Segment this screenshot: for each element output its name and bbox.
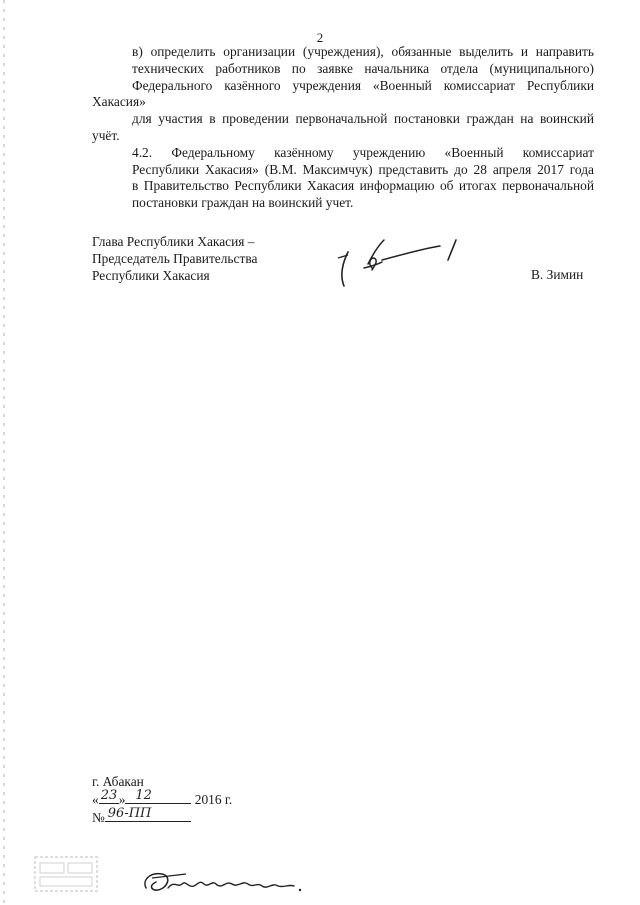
number-field (105, 808, 191, 822)
city: г. Абакан (92, 774, 144, 789)
paragraph-line: 4.2. Федеральному казённому учреждению «Военный комиссариат (132, 144, 594, 160)
date-close-quote: » (118, 792, 126, 807)
document-body (92, 44, 594, 212)
document-footer (92, 773, 232, 826)
signatory-position (92, 233, 257, 284)
paragraph-line: Федерального казённого учреждения «Военный комиссариат Республики Хакасия» (92, 77, 594, 110)
paragraph-line: в Правительство Республики Хакасия информацию об итогах первоначальной (132, 178, 594, 194)
position-line: Председатель Правительства (92, 251, 258, 266)
paragraph-3v (92, 44, 594, 145)
paragraph-line: в) определить организации (учреждения), обязанные выделить и направить (132, 44, 594, 59)
paragraph-line: технических работников по заявке начальника отдела (муниципального) (132, 60, 594, 76)
signer-name: В. Зимин (531, 267, 584, 282)
page-number: 2 (316, 30, 324, 45)
number-prefix: № (92, 810, 105, 825)
date-year: 2016 г. (194, 792, 233, 807)
handwritten-initials (138, 866, 308, 898)
date-open-quote: « (92, 792, 99, 807)
number-line (92, 808, 232, 826)
date-day-field (99, 790, 119, 804)
faint-stamp-mark (34, 855, 100, 895)
paragraph-line: для участия в проведении первоначальной постановки граждан на воинский учёт. (92, 111, 594, 143)
paragraph-4-2 (92, 145, 594, 212)
date-month-field (125, 790, 191, 804)
position-line: Глава Республики Хакасия – (92, 234, 255, 249)
handwritten-signature (334, 234, 464, 292)
scan-edge-line (3, 0, 5, 905)
paragraph-line: Республики Хакасия» (В.М. Максимчук) представить до 28 апреля 2017 года (132, 161, 594, 177)
paragraph-line: постановки граждан на воинский учет. (132, 195, 354, 211)
number-value: 96-ПП (107, 806, 152, 821)
date-month: 12 (135, 788, 152, 803)
position-line: Республики Хакасия (92, 268, 210, 283)
date-day: 23 (100, 788, 118, 803)
